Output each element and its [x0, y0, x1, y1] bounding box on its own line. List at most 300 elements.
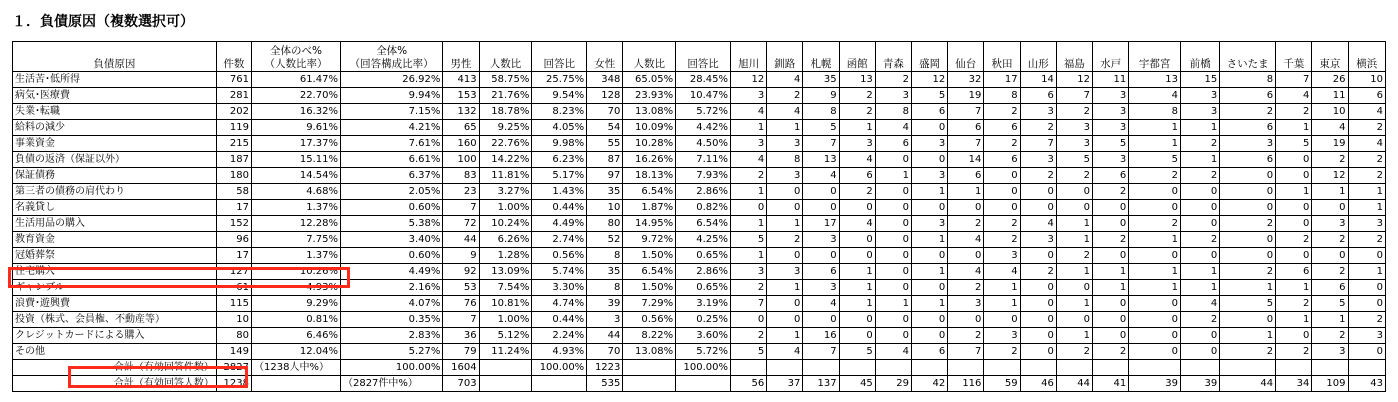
table-cell [1276, 360, 1312, 376]
table-cell: 1 [839, 280, 875, 296]
table-cell: 3 [984, 328, 1020, 344]
table-cell: 12 [1056, 72, 1092, 88]
table-cell: 3 [1180, 104, 1219, 120]
table-cell: 17 [803, 216, 839, 232]
table-cell: 45 [839, 376, 875, 392]
table-cell: 0 [912, 280, 948, 296]
table-cell: 9 [803, 88, 839, 104]
table-cell [875, 360, 911, 376]
table-cell: 9 [443, 248, 479, 264]
table-cell: 0 [875, 152, 911, 168]
table-cell: 1 [767, 216, 803, 232]
table-cell: 55 [587, 136, 623, 152]
table-cell: 2 [1056, 168, 1092, 184]
table-cell: 6.54% [676, 216, 731, 232]
table-cell: 2.05% [340, 184, 442, 200]
table-cell: 0.82% [676, 200, 731, 216]
column-header: 福島 [1056, 42, 1092, 72]
table-cell: 1 [730, 120, 766, 136]
table-cell: 44 [443, 232, 479, 248]
table-cell: 2.74% [532, 232, 587, 248]
table-cell: 5.72% [676, 344, 731, 360]
column-header: 人数比 [623, 42, 676, 72]
table-cell: 3 [948, 296, 984, 312]
table-cell: 4.07% [340, 296, 442, 312]
column-header: 全体のべ% （人数比率） [252, 42, 341, 72]
table-cell: 0 [1020, 248, 1056, 264]
table-cell: 0 [839, 200, 875, 216]
table-cell: 4 [1129, 88, 1181, 104]
table-cell: 0 [1312, 200, 1348, 216]
table-cell: 2 [1056, 344, 1092, 360]
table-cell [948, 360, 984, 376]
table-cell: 4.68% [252, 184, 341, 200]
table-cell: 5 [803, 120, 839, 136]
table-cell: 6.61% [340, 152, 442, 168]
table-cell: 1 [839, 296, 875, 312]
table-cell: 0 [875, 200, 911, 216]
table-cell: 2 [839, 104, 875, 120]
table-cell: 3 [875, 88, 911, 104]
table-cell: 0 [912, 200, 948, 216]
table-cell: 10.81% [479, 296, 532, 312]
table-cell: 0 [730, 200, 766, 216]
table-cell: 160 [443, 136, 479, 152]
table-cell: 109 [1312, 376, 1348, 392]
table-cell: 0 [803, 184, 839, 200]
table-cell: 0.81% [252, 312, 341, 328]
table-cell: 16 [803, 328, 839, 344]
table-cell: 19 [948, 88, 984, 104]
table-cell: 180 [216, 168, 251, 184]
table-cell: 0.44% [532, 200, 587, 216]
table-cell: 17 [984, 72, 1020, 88]
table-cell: 6 [1220, 152, 1276, 168]
table-row [13, 264, 1386, 280]
table-row [13, 168, 1386, 184]
table-cell: 2 [1276, 344, 1312, 360]
table-cell: 70 [587, 104, 623, 120]
table-cell: 3 [803, 232, 839, 248]
table-cell: 61.47% [252, 72, 341, 88]
table-cell: 2 [1020, 120, 1056, 136]
table-cell: 6.46% [252, 328, 341, 344]
table-row [13, 152, 1386, 168]
page-title: １．負債原因（複数選択可） [12, 14, 194, 30]
table-cell: （2827件中%） [340, 376, 442, 392]
table-cell: 6 [948, 168, 984, 184]
table-cell: 14 [1020, 72, 1056, 88]
table-cell: 8 [1129, 104, 1181, 120]
table-cell [912, 360, 948, 376]
table-cell: 6 [1312, 280, 1348, 296]
table-cell: 3 [1056, 120, 1092, 136]
table-cell: 0 [1020, 344, 1056, 360]
table-cell: 0 [1129, 296, 1181, 312]
table-cell: 5 [730, 232, 766, 248]
table-cell: 44 [587, 328, 623, 344]
table-cell: 348 [587, 72, 623, 88]
table-cell: 6 [839, 168, 875, 184]
table-cell: 0 [912, 152, 948, 168]
table-cell: 0 [767, 312, 803, 328]
table-cell: 0 [1129, 248, 1181, 264]
table-cell: 7 [443, 312, 479, 328]
table-cell: 2 [875, 72, 911, 88]
table-cell [767, 360, 803, 376]
table-cell: 1 [1220, 280, 1276, 296]
table-cell [479, 376, 532, 392]
table-cell: 2 [1276, 296, 1312, 312]
table-cell: 34 [1276, 376, 1312, 392]
table-cell: 100.00% [532, 360, 587, 376]
table-cell: 0 [767, 200, 803, 216]
table-header [13, 42, 1386, 72]
table-cell: 0.65% [676, 280, 731, 296]
table-cell: 4.50% [676, 136, 731, 152]
table-cell: 39 [1180, 376, 1219, 392]
table-cell: 6 [912, 104, 948, 120]
table-cell: 3.30% [532, 280, 587, 296]
table-cell: 6 [948, 120, 984, 136]
table-cell [1180, 360, 1219, 376]
row-label: 冠婚葬祭 [13, 248, 217, 264]
table-cell: 0 [1020, 328, 1056, 344]
table-cell: 2 [730, 280, 766, 296]
table-cell: 8 [984, 88, 1020, 104]
table-cell [479, 360, 532, 376]
table-cell: 5.17% [532, 168, 587, 184]
table-cell: 0 [1348, 296, 1385, 312]
table-cell: 5.27% [340, 344, 442, 360]
table-cell: 0.56% [532, 248, 587, 264]
table-cell: 215 [216, 136, 251, 152]
table-cell: 0 [912, 328, 948, 344]
table-cell: 6 [912, 344, 948, 360]
table-cell: 6.37% [340, 168, 442, 184]
table-cell: 7 [948, 104, 984, 120]
table-cell: 1238 [216, 376, 251, 392]
table-cell: 2 [839, 88, 875, 104]
table-cell: （1238人中%） [252, 360, 341, 376]
table-cell: 1 [912, 264, 948, 280]
table-cell: 0 [948, 200, 984, 216]
table-cell: 53 [443, 280, 479, 296]
table-cell: 153 [443, 88, 479, 104]
table-cell: 2 [1093, 344, 1129, 360]
table-cell: 3 [1056, 136, 1092, 152]
table-cell: 0 [1276, 248, 1312, 264]
table-cell: 6 [875, 136, 911, 152]
table-cell: 80 [587, 216, 623, 232]
column-header: 全体% （回答構成比率） [340, 42, 442, 72]
table-cell: 13.08% [623, 104, 676, 120]
table-cell: 43 [1348, 376, 1385, 392]
table-cell: 5 [1220, 296, 1276, 312]
table-cell: 0 [730, 312, 766, 328]
table-cell: 3 [767, 136, 803, 152]
table-cell: 281 [216, 88, 251, 104]
table-cell: 7 [948, 344, 984, 360]
table-cell: 1 [912, 296, 948, 312]
table-cell: 9.61% [252, 120, 341, 136]
column-header: 件数 [216, 42, 251, 72]
table-cell: 4.74% [532, 296, 587, 312]
table-cell: 14.95% [623, 216, 676, 232]
table-cell: 0 [948, 312, 984, 328]
table-cell: 17 [216, 200, 251, 216]
table-cell: 3.40% [340, 232, 442, 248]
table-cell: 0.44% [532, 312, 587, 328]
table-cell: 127 [216, 264, 251, 280]
table-cell: 0 [875, 216, 911, 232]
table-cell: 5 [1312, 296, 1348, 312]
column-header: 負債原因 [13, 42, 217, 72]
table-cell: 7 [803, 136, 839, 152]
table-cell: 9.94% [340, 88, 442, 104]
table-cell: 1.43% [532, 184, 587, 200]
table-cell: 26 [1312, 72, 1348, 88]
table-cell: 0 [803, 248, 839, 264]
table-cell: 87 [587, 152, 623, 168]
table-cell: 0 [1129, 328, 1181, 344]
column-header: 人数比 [479, 42, 532, 72]
table-cell: 13 [803, 152, 839, 168]
table-cell: 1 [1276, 312, 1312, 328]
table-cell: 116 [948, 376, 984, 392]
table-cell: 9.72% [623, 232, 676, 248]
table-cell: 2 [1276, 104, 1312, 120]
table-cell: 21.76% [479, 88, 532, 104]
table-cell: 4.21% [340, 120, 442, 136]
table-cell: 100 [443, 152, 479, 168]
table-cell: 8.22% [623, 328, 676, 344]
table-cell: 0 [1276, 216, 1312, 232]
table-cell: 1 [1180, 120, 1219, 136]
table-cell: 3 [730, 264, 766, 280]
table-cell: 2 [1348, 168, 1385, 184]
table-cell: 0 [1276, 168, 1312, 184]
table-cell: 0 [1129, 312, 1181, 328]
table-cell: 10.09% [623, 120, 676, 136]
table-cell [803, 360, 839, 376]
table-cell: 0 [912, 120, 948, 136]
table-cell: 6 [1220, 120, 1276, 136]
table-cell: 2 [1220, 216, 1276, 232]
table-cell: 1 [1348, 184, 1385, 200]
table-cell: 12.04% [252, 344, 341, 360]
table-cell: 7.93% [676, 168, 731, 184]
table-cell: 2 [984, 216, 1020, 232]
table-cell: 0 [1180, 328, 1219, 344]
table-cell: 4 [803, 168, 839, 184]
table-cell: 4.93% [532, 344, 587, 360]
table-cell: 2.16% [340, 280, 442, 296]
total-row [13, 376, 1386, 392]
table-cell: 2.86% [676, 184, 731, 200]
table-cell: 39 [587, 296, 623, 312]
table-cell: 0 [1180, 200, 1219, 216]
table-cell: 3 [767, 168, 803, 184]
table-row [13, 136, 1386, 152]
table-cell: 4 [730, 104, 766, 120]
table-cell: 12.28% [252, 216, 341, 232]
table-cell: 0 [1093, 328, 1129, 344]
table-cell: 11 [1312, 88, 1348, 104]
table-cell [1220, 360, 1276, 376]
row-label: 名義貸し [13, 200, 217, 216]
table-cell: 1 [1056, 296, 1092, 312]
table-row [13, 216, 1386, 232]
table-cell: 0 [767, 296, 803, 312]
table-cell: 3 [587, 312, 623, 328]
table-cell: 6.54% [623, 184, 676, 200]
table-cell: 72 [443, 216, 479, 232]
table-cell: 76 [443, 296, 479, 312]
table-cell: 119 [216, 120, 251, 136]
table-cell: 6 [1276, 264, 1312, 280]
table-cell: 2 [1020, 264, 1056, 280]
table-body [13, 72, 1386, 392]
table-cell: 2 [1348, 312, 1385, 328]
row-label: 浪費･遊興費 [13, 296, 217, 312]
column-header: 青森 [875, 42, 911, 72]
table-cell: 0 [767, 184, 803, 200]
table-cell: 5.72% [676, 104, 731, 120]
table-cell: 65.05% [623, 72, 676, 88]
table-cell: 2 [1180, 232, 1219, 248]
table-cell: 18.13% [623, 168, 676, 184]
table-cell: 8 [875, 104, 911, 120]
table-cell: 4 [1348, 104, 1385, 120]
table-cell [839, 360, 875, 376]
table-cell: 1 [1129, 120, 1181, 136]
table-row [13, 184, 1386, 200]
table-cell: 23 [443, 184, 479, 200]
row-label: 負債の返済（保証以外） [13, 152, 217, 168]
table-cell: 26.92% [340, 72, 442, 88]
table-cell: 2 [1348, 120, 1385, 136]
table-row [13, 328, 1386, 344]
column-header: 前橋 [1180, 42, 1219, 72]
table-cell: 42 [912, 376, 948, 392]
table-cell: 10.28% [623, 136, 676, 152]
table-cell: 2 [1056, 104, 1092, 120]
table-cell: 6 [1220, 88, 1276, 104]
column-header: 東京 [1312, 42, 1348, 72]
table-cell: 8 [767, 152, 803, 168]
table-cell: 1.37% [252, 248, 341, 264]
table-cell: 1 [1220, 328, 1276, 344]
table-cell: 152 [216, 216, 251, 232]
table-cell: 6 [1020, 88, 1056, 104]
table-cell: 3 [803, 280, 839, 296]
table-cell: 7.75% [252, 232, 341, 248]
table-cell: 15.11% [252, 152, 341, 168]
table-cell: 2 [1056, 248, 1092, 264]
table-cell: 4 [1020, 216, 1056, 232]
total-row [13, 360, 1386, 376]
table-cell: 3 [730, 88, 766, 104]
table-cell: 4 [767, 344, 803, 360]
table-cell: 7 [948, 136, 984, 152]
table-row [13, 232, 1386, 248]
table-cell [730, 360, 766, 376]
table-cell: 5.38% [340, 216, 442, 232]
table-cell: 100.00% [676, 360, 731, 376]
table-cell: 0.60% [340, 248, 442, 264]
table-cell: 4 [730, 152, 766, 168]
table-cell: 0 [875, 232, 911, 248]
row-label: 生活用品の購入 [13, 216, 217, 232]
table-cell: 1 [767, 328, 803, 344]
table-cell: 1 [875, 296, 911, 312]
table-cell: 1 [912, 184, 948, 200]
table-cell: 2 [984, 104, 1020, 120]
column-header: 秋田 [984, 42, 1020, 72]
table-cell: 2 [767, 232, 803, 248]
table-cell: 11.24% [479, 344, 532, 360]
table-cell: 1 [767, 120, 803, 136]
table-cell: 35 [803, 72, 839, 88]
table-cell: 4.49% [532, 216, 587, 232]
table-cell: 703 [443, 376, 479, 392]
table-cell: 4.93% [252, 280, 341, 296]
table-cell: 0 [1180, 216, 1219, 232]
table-cell: 3.27% [479, 184, 532, 200]
table-cell: 0 [912, 248, 948, 264]
total-label: 合計（有効回答人数） [13, 376, 217, 392]
table-cell: 59 [984, 376, 1020, 392]
table-cell: 4.25% [676, 232, 731, 248]
table-cell: 19 [1312, 136, 1348, 152]
table-cell: 7 [803, 344, 839, 360]
table-row [13, 104, 1386, 120]
table-cell: 52 [587, 232, 623, 248]
table-cell: 0 [875, 312, 911, 328]
table-cell: 36 [443, 328, 479, 344]
table-cell: 2 [948, 328, 984, 344]
table-cell: 7.11% [676, 152, 731, 168]
table-cell: 9.54% [532, 88, 587, 104]
table-cell [532, 376, 587, 392]
table-cell: 58.75% [479, 72, 532, 88]
table-cell: 5 [1129, 152, 1181, 168]
table-cell: 8.23% [532, 104, 587, 120]
table-cell: 4 [839, 216, 875, 232]
table-cell: 1 [1180, 280, 1219, 296]
table-row [13, 200, 1386, 216]
table-cell: 1.50% [623, 248, 676, 264]
table-cell: 0 [1020, 184, 1056, 200]
table-cell: 0 [1056, 280, 1092, 296]
table-cell: 15 [1180, 72, 1219, 88]
table-cell: 0 [1220, 200, 1276, 216]
table-cell: 4 [767, 104, 803, 120]
table-cell: 35 [587, 264, 623, 280]
table-cell [252, 376, 341, 392]
row-label: 教育資金 [13, 232, 217, 248]
table-cell: 132 [443, 104, 479, 120]
table-cell: 0 [1312, 248, 1348, 264]
table-cell: 8 [1220, 72, 1276, 88]
table-cell: 2 [948, 280, 984, 296]
table-cell: 41 [1093, 376, 1129, 392]
table-cell: 7.61% [340, 136, 442, 152]
table-cell: 2 [1129, 216, 1181, 232]
table-cell: 4 [984, 264, 1020, 280]
table-cell: 2.83% [340, 328, 442, 344]
